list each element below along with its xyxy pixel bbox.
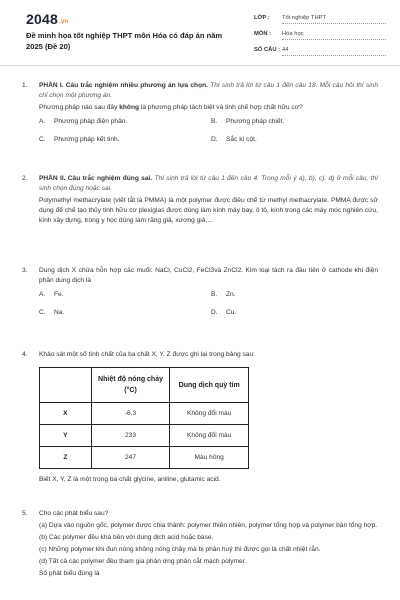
logo-suffix: .vn xyxy=(58,19,69,25)
question-stem: Khảo sát một số tính chất của ba chất X, Y, Z được ghi lại trong bảng sau: xyxy=(39,351,255,358)
header-melting-point-unit: (°C) xyxy=(124,387,137,394)
exam-meta xyxy=(254,15,386,63)
stem-emphasis: không xyxy=(119,104,140,111)
litmus-cell: Màu hồng xyxy=(170,447,249,469)
question-note: Biết X, Y, Z là một trong ba chất glycine, aniline, glutamic acid. xyxy=(39,476,221,483)
section-instruction: Thí sinh trả lời từ câu 1 đến câu 18. Mỗi câu hỏi thí sinh chỉ chọn một phương án. xyxy=(39,82,378,99)
question-5 xyxy=(22,509,378,581)
substance-cell: X xyxy=(40,403,92,425)
option-b[interactable] xyxy=(211,290,361,300)
question-stem: Cho các phát biểu sau? xyxy=(39,510,109,517)
meta-count-value: 44 xyxy=(282,47,289,53)
stem-text-after: là phương pháp tách biệt và tinh chế hợp chất hữu cơ? xyxy=(139,104,303,111)
option-text: Phương pháp điện phân. xyxy=(54,118,128,125)
question-stem: Dung dịch X chứa hỗn hợp các muối: NaCl, CuCl2, FeCl3và ZnCl2. Kim loại tách ra đầu tiên ở cathode khi điện phân dung dịch là xyxy=(39,267,378,284)
meta-subject-label: MÔN : xyxy=(254,31,272,37)
option-a[interactable] xyxy=(39,117,189,127)
logo-text: 2048 xyxy=(26,11,58,27)
substance-cell: Z xyxy=(40,447,92,469)
question-stem xyxy=(39,103,378,113)
statement-c: (c) Những polymer khi đun nóng không nóng chảy mà bị phân huỷ thì được gọi là chất nhiệt rắn. xyxy=(39,546,321,553)
question-paragraph: Polymethyl methacrylate (viết tắt là PMMA) là một polymer được điều chế từ methyl methacrylate. PMMA được sử dụng để chế tạo thủy tinh hữu cơ plexiglas được dùng làm kính máy bay, ô tô, kính trong các máy móc nghiên cứu, kính xây dựng, trong y học dùng làm răng giả, xương giả,... xyxy=(39,197,378,224)
option-letter: B. xyxy=(211,291,218,298)
option-text: Zn. xyxy=(226,291,236,298)
table-header-row xyxy=(40,368,249,403)
option-text: Cu. xyxy=(226,309,237,316)
option-text: Sắc kí cột. xyxy=(226,136,257,143)
substance-cell: Y xyxy=(40,425,92,447)
answer-options xyxy=(39,117,378,145)
meta-count-label: SỐ CÂU : xyxy=(254,47,281,53)
option-d[interactable] xyxy=(211,135,361,145)
meta-grade-label: LỚP : xyxy=(254,15,270,21)
option-letter: B. xyxy=(211,118,218,125)
question-number: 1. xyxy=(22,82,28,89)
question-2 xyxy=(22,174,378,228)
question-1 xyxy=(22,81,378,145)
properties-table xyxy=(39,367,249,469)
question-number: 3. xyxy=(22,267,28,274)
question-3 xyxy=(22,266,378,318)
option-a[interactable] xyxy=(39,290,189,300)
question-header xyxy=(39,81,378,101)
table-row xyxy=(40,447,249,469)
melting-point-cell: 233 xyxy=(91,425,170,447)
option-d[interactable] xyxy=(211,308,361,318)
page-header xyxy=(0,0,400,62)
meta-subject-value: Hóa học xyxy=(282,31,304,37)
question-4 xyxy=(22,350,378,487)
site-logo[interactable] xyxy=(26,11,68,27)
meta-count-line xyxy=(282,55,386,56)
option-letter: A. xyxy=(39,291,46,298)
option-letter: C. xyxy=(39,136,46,143)
section-instruction: Thí sinh trả lời từ câu 1 đến câu 4. Trong mỗi ý a), b), c), d) ở mỗi câu, thí sinh chọn đúng hoặc sai. xyxy=(39,175,378,192)
table-header-melting-point xyxy=(91,368,170,403)
table-header-litmus: Dung dịch quỳ tím xyxy=(170,368,249,403)
melting-point-cell: -6,3 xyxy=(91,403,170,425)
option-letter: D. xyxy=(211,136,218,143)
question-number: 2. xyxy=(22,175,28,182)
question-number: 5. xyxy=(22,510,28,517)
meta-grade-value: Tốt nghiệp THPT xyxy=(282,15,327,21)
statement-d: (d) Tất cả các polymer đều tham gia phản ứng phản cắt mạch polymer. xyxy=(39,558,247,565)
litmus-cell: Không đổi màu xyxy=(170,403,249,425)
option-letter: D. xyxy=(211,309,218,316)
question-header xyxy=(39,174,378,194)
option-text: Fe. xyxy=(54,291,64,298)
document-title: Đề minh họa tốt nghiệp THPT môn Hóa có đáp án năm 2025 (Đề 20) xyxy=(26,31,223,51)
answer-options xyxy=(39,290,378,318)
question-number: 4. xyxy=(22,351,28,358)
meta-subject-line xyxy=(282,39,386,40)
table-row xyxy=(40,403,249,425)
statement-a: (a) Dựa vào nguồn gốc, polymer được chia thành: polymer thiên nhiên, polymer tổng hợp và polymer bán tổng hợp. xyxy=(39,522,378,529)
option-c[interactable] xyxy=(39,135,189,145)
option-letter: A. xyxy=(39,118,46,125)
meta-grade-line xyxy=(282,23,386,24)
option-text: Na. xyxy=(54,309,65,316)
header-divider xyxy=(0,65,400,66)
header-melting-point-label: Nhiệt độ nóng chảy xyxy=(98,376,163,383)
option-text: Phương pháp kết tinh. xyxy=(54,136,120,143)
section-heading: PHẦN I. Câu trắc nghiệm nhiều phương án lựa chọn. xyxy=(39,82,208,89)
meta-grade xyxy=(254,15,386,31)
statement-b: (b) Các polymer đều khá bền với dung dịch acid hoặc base. xyxy=(39,534,214,541)
litmus-cell: Không đổi màu xyxy=(170,425,249,447)
stem-text-before: Phương pháp nào sau đây xyxy=(39,104,120,111)
option-letter: C. xyxy=(39,309,46,316)
option-text: Phương pháp chiết. xyxy=(226,118,285,125)
melting-point-cell: 247 xyxy=(91,447,170,469)
table-corner-cell xyxy=(40,368,92,403)
option-b[interactable] xyxy=(211,117,361,127)
section-heading: PHẦN II. Câu trắc nghiệm đúng sai. xyxy=(39,175,153,182)
table-row xyxy=(40,425,249,447)
meta-count xyxy=(254,47,386,63)
meta-subject xyxy=(254,31,386,47)
question-closing: Số phát biểu đúng là xyxy=(39,570,100,577)
option-c[interactable] xyxy=(39,308,189,318)
